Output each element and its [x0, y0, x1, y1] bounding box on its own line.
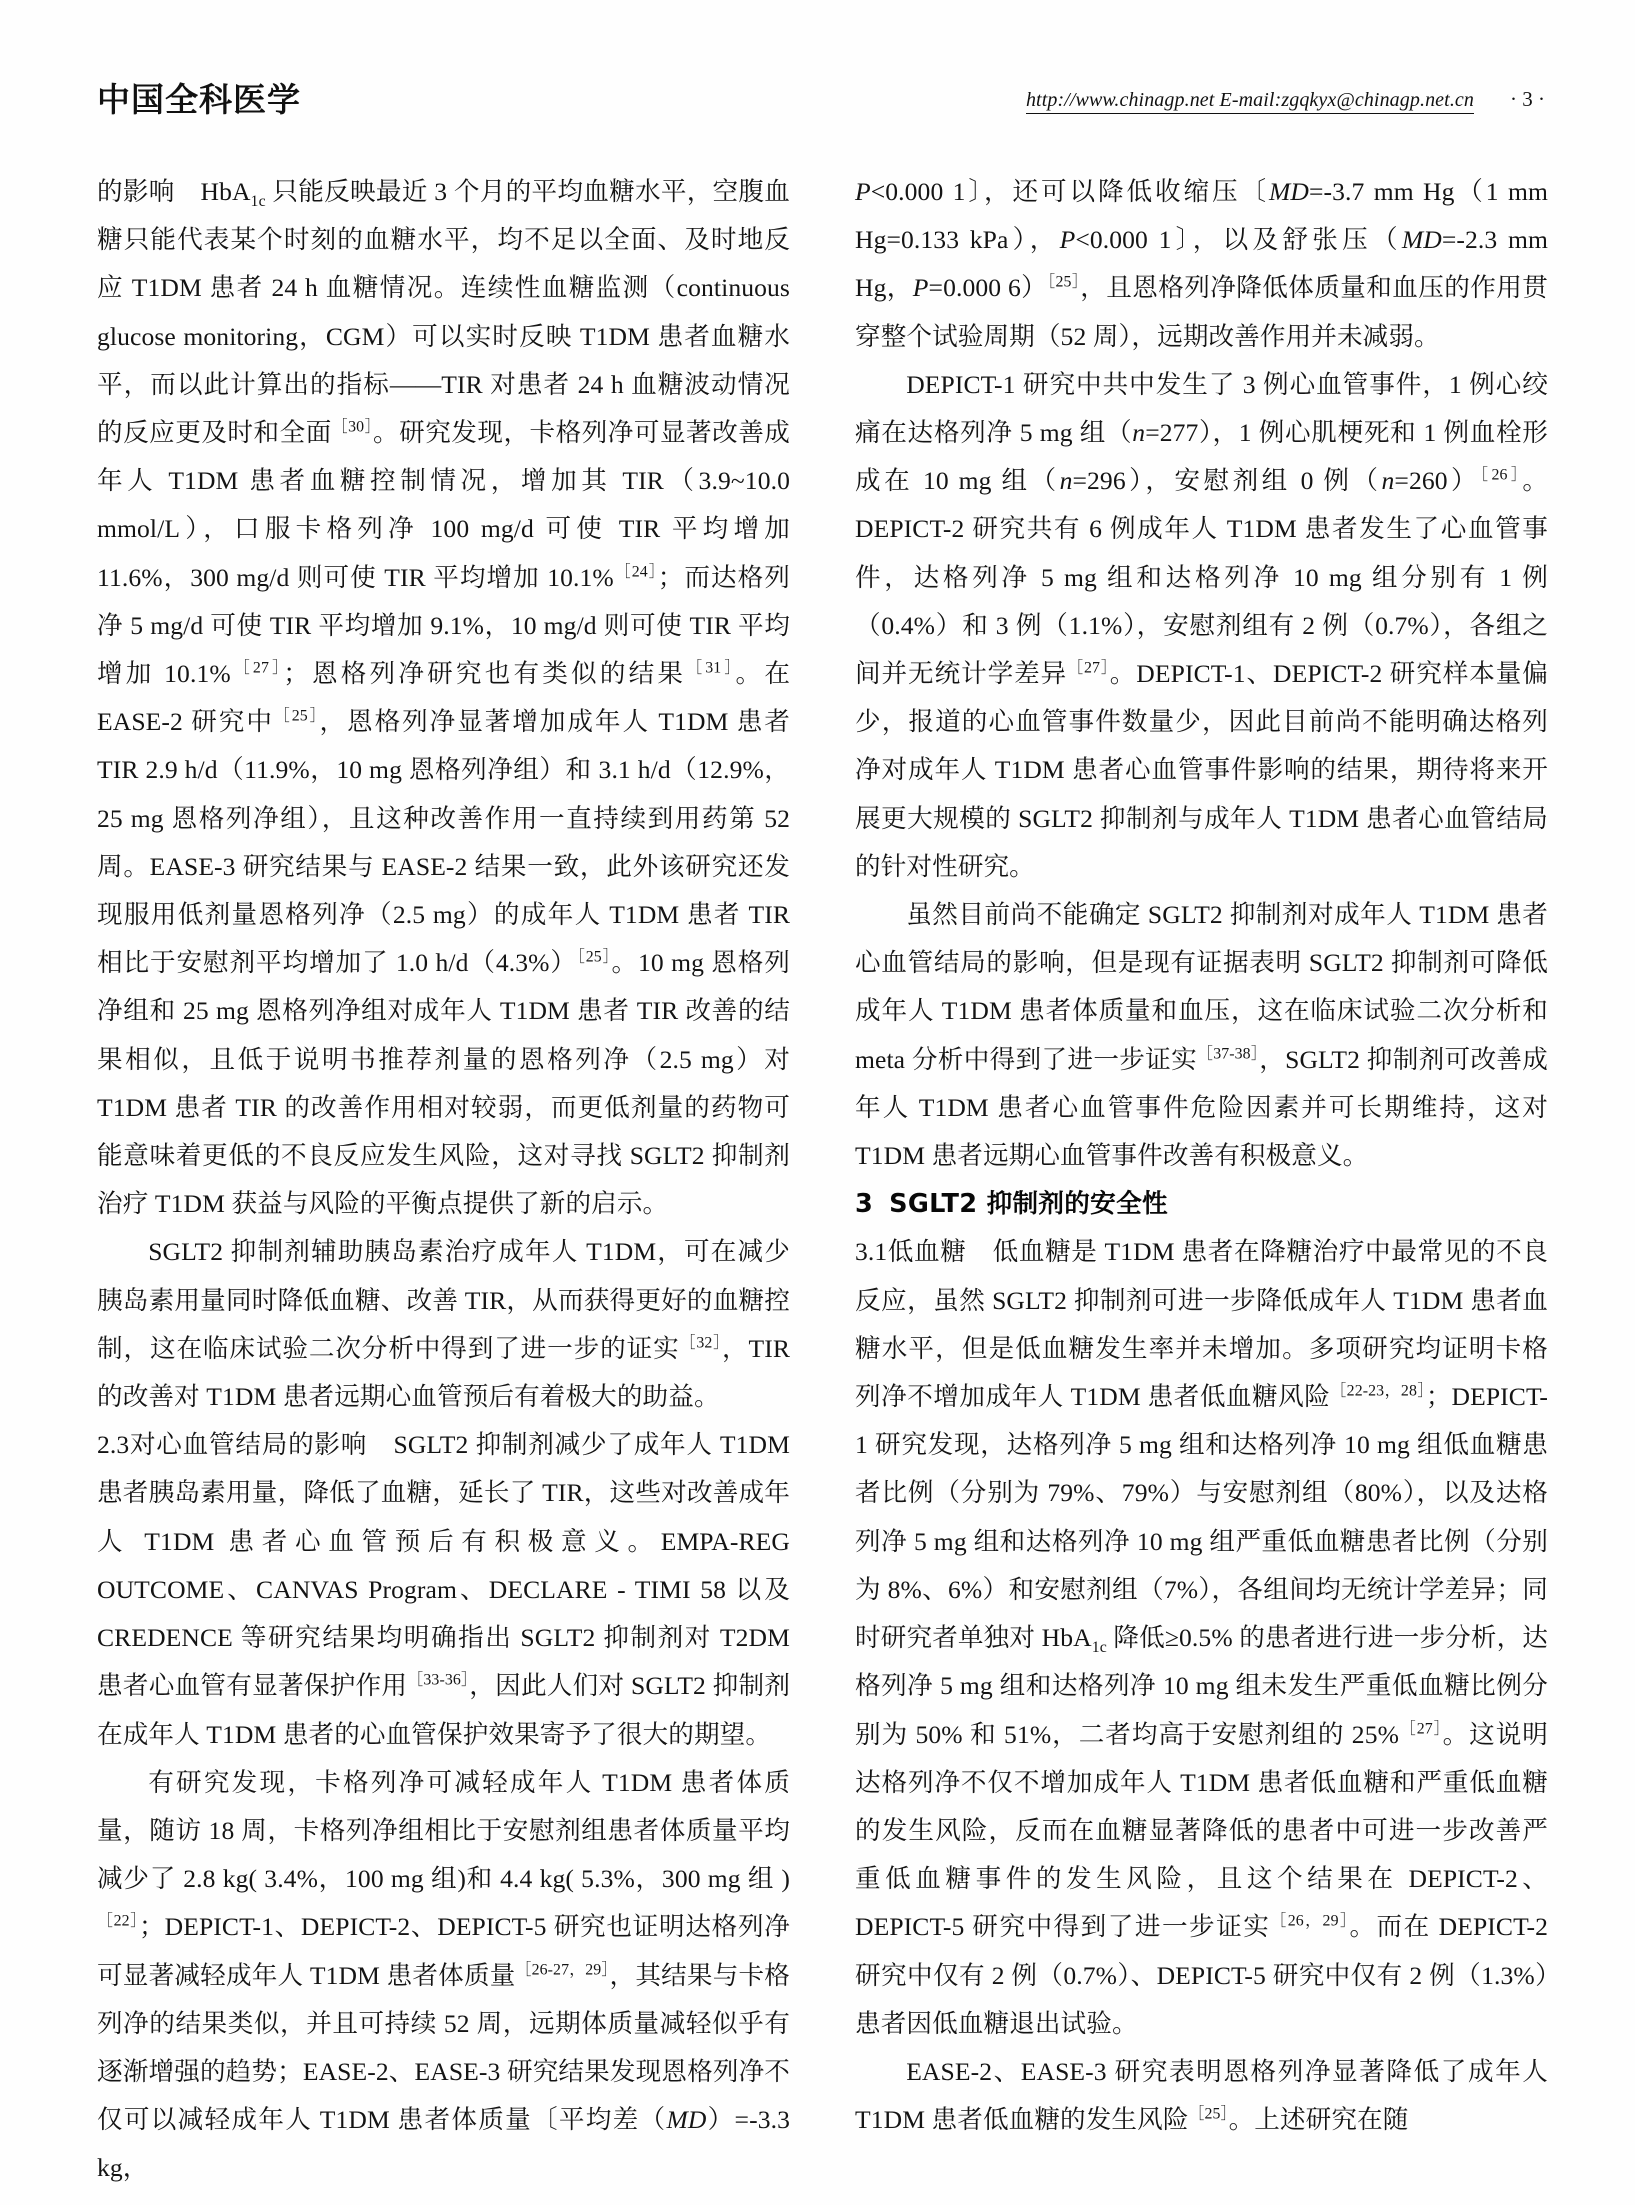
paragraph-text: 有研究发现，卡格列净可减轻成年人 T1DM 患者体质量，随访 18 周，卡格列净组相比于安慰剂组患者体质量平均减少了 2.8 kg( 3.4%，100 mg 组)和 4.4 kg( 5.3%，300 mg 组 )$^{[22]}$；DEPICT-1、DEPICT-2、DEPICT-5 研究也证明达格列净可显著减轻成年人 T1DM 患者体质量$^{[26-27,29]}$，其结果与卡格列净的结果类似，并且可持续 52 周，远期体质量减轻似乎有逐渐增强的趋势；EASE-2、EASE-3 研究结果发现恩格列净不仅可以减轻成年人 T1DM 患者体质量〔平均差（MD）=-3.3 kg， [97, 1767, 790, 2183]
paragraph-body-weight [97, 1759, 790, 2193]
paragraph-text: 虽然目前尚不能确定 SGLT2 抑制剂对成年人 T1DM 患者心血管结局的影响，但是现有证据表明 SGLT2 抑制剂可降低成年人 T1DM 患者体质量和血压，这在临床试验二次分析和 meta 分析中得到了进一步证实$^{[37-38]}$，SGLT2 抑制剂可改善成年人 T1DM 患者心血管事件危险因素并可长期维持，这对 T1DM 患者远期心血管事件改善有积极意义。 [855, 900, 1548, 1171]
journal-url-email: http://www.chinagp.net E-mail:zgqkyx@chinagp.net.cn [1026, 89, 1474, 114]
section-2-3-cardiovascular [97, 1421, 790, 1758]
section-number: 2.3 [97, 1430, 130, 1460]
paragraph-sglt2-insulin [97, 1228, 790, 1421]
paragraph-text: EASE-2、EASE-3 研究表明恩格列净显著降低了成年人 T1DM 患者低血糖的发生风险$^{[25]}$。上述研究在随 [855, 2056, 1548, 2135]
section-title: 对心血管结局的影响 [129, 1430, 368, 1460]
paragraph-text: 的影响 HbA$_{1c}$ 只能反映最近 3 个月的平均血糖水平，空腹血糖只能代表某个时刻的血糖水平，均不足以全面、及时地反应 T1DM 患者 24 h 血糖情况。连续性血糖监测（continuous glucose monitoring，CGM）可以实时反映 T1DM 患者血糖水平，而以此计算出的指标——TIR 对患者 24 h 血糖波动情况的反应更及时和全面$^{[30]}$。研究发现，卡格列净可显著改善成年人 T1DM 患者血糖控制情况，增加其 TIR（3.9~10.0 mmol/L），口服卡格列净 100 mg/d 可使 TIR 平均增加 11.6%，300 mg/d 则可使 TIR 平均增加 10.1%$^{[24]}$；而达格列净 5 mg/d 可使 TIR 平均增加 9.1%，10 mg/d 则可使 TIR 平均增加 10.1%$^{[27]}$；恩格列净研究也有类似的结果$^{[31]}$。在 EASE-2 研究中$^{[25]}$，恩格列净显著增加成年人 T1DM 患者 TIR 2.9 h/d（11.9%，10 mg 恩格列净组）和 3.1 h/d（12.9%，25 mg 恩格列净组），且这种改善作用一直持续到用药第 52 周。EASE-3 研究结果与 EASE-2 结果一致，此外该研究还发现服用低剂量恩格列净（2.5 mg）的成年人 T1DM 患者 TIR 相比于安慰剂平均增加了 1.0 $h/d(4.3\%)^{[25]}$。10 mg 恩格列净组和 25 mg 恩格列净组对成年人 T1DM 患者 TIR 改善的结果相似，且低于说明书推荐剂量的恩格列净（2.5 mg）对 T1DM 患者 TIR 的改善作用相对较弱，而更低剂量的药物可能意味着更低的不良反应发生风险，这对寻找 SGLT2 抑制剂治疗 T1DM 获益与风险的平衡点提供了新的启示。 [97, 177, 791, 1219]
page-number: · 3 · [1510, 87, 1545, 111]
left-column [97, 168, 790, 2193]
body-columns [97, 168, 1549, 2193]
section-title: 低血糖 [887, 1237, 967, 1267]
paragraph-text: SGLT2 抑制剂减少了成年人 T1DM 患者胰岛素用量，降低了血糖，延长了 TIR，这些对改善成年人 T1DM 患者心血管预后有积极意义。EMPA-REG OUTCOME、CANVAS Program、DECLARE - TIMI 58 以及 CREDENCE 等研究结果均明确指出 SGLT2 抑制剂对 T2DM 患者心血管有显著保护作用$^{[33-36]}$，因此人们对 SGLT2 抑制剂在成年人 T1DM 患者的心血管保护效果寄予了很大的期望。 [97, 1430, 791, 1749]
paragraph-cv-evidence [855, 891, 1548, 1180]
paragraph-text: DEPICT-1 研究中共中发生了 3 例心血管事件，1 例心绞痛在达格列净 5 mg 组（n=277），1 例心肌梗死和 1 例血栓形成在 10 mg 组（n=296），安慰剂组 0 例（n=260）$^{[26]}$。DEPICT-2 研究共有 6 例成年人 T1DM 患者发生了心血管事件，达格列净 5 mg 组和达格列净 10 mg 组分别有 1 例（0.4%）和 3 例（1.1%），安慰剂组有 2 例（0.7%），各组之间并无统计学差异$^{[27]}$。DEPICT-1、DEPICT-2 研究样本量偏少，报道的心血管事件数量少，因此目前尚不能明确达格列净对成年人 T1DM 患者心血管事件影响的结果，期待将来开展更大规模的 SGLT2 抑制剂与成年人 T1DM 患者心血管结局的针对性研究。 [855, 369, 1549, 881]
section-title: SGLT2 抑制剂的安全性 [889, 1189, 1168, 1220]
running-head-right [1026, 87, 1545, 118]
section-number: 3 [855, 1189, 874, 1220]
section-number: 3.1 [855, 1237, 888, 1267]
paragraph-text: P<0.000 1〕，还可以降低收缩压〔MD=-3.7 mm Hg（1 mm Hg=0.133 kPa），P<0.000 1〕，以及舒张压（MD=-2.3 mm Hg，P=0.000 6）$^{[25]}$，且恩格列净降低体质量和血压的作用贯穿整个试验周期（52 周），远期改善作用并未减弱。 [855, 177, 1548, 351]
section-3-1-hypoglycemia [855, 1228, 1548, 2047]
paragraph-depict-events [855, 361, 1548, 891]
journal-title: 中国全科医学 [97, 80, 301, 119]
running-head [97, 60, 1545, 118]
right-column [855, 168, 1548, 2193]
paragraph-ease-studies [855, 2048, 1548, 2144]
section-3-heading [855, 1180, 1548, 1228]
paragraph-blood-pressure [855, 168, 1548, 361]
paragraph-text: 低血糖是 T1DM 患者在降糖治疗中最常见的不良反应，虽然 SGLT2 抑制剂可进一步降低成年人 T1DM 患者血糖水平，但是低血糖发生率并未增加。多项研究均证明卡格列净不增加成年人 T1DM 患者低血糖风险$^{[22-23,28]}$；DEPICT-1 研究发现，达格列净 5 mg 组和达格列净 10 mg 组低血糖患者比例（分别为 79%、79%）与安慰剂组（80%），以及达格列净 5 mg 组和达格列净 10 mg 组严重低血糖患者比例（分别为 8%、6%）和安慰剂组（7%），各组间均无统计学差异；同时研究者单独对 HbA$_{1c}$ 降低≥0.5% 的患者进行进一步分析，达格列净 5 mg 组和达格列净 10 mg 组未发生严重低血糖比例分别为 50% 和 51%，二者均高于安慰剂组的 25%$^{[27]}$。这说明达格列净不仅不增加成年人 T1DM 患者低血糖和严重低血糖的发生风险，反而在血糖显著降低的患者中可进一步改善严重低血糖事件的发生风险，且这个结果在 DEPICT-2、DEPICT-5 研究中得到了进一步证实$^{[26,29]}$。而在 DEPICT-2 研究中仅有 2 例（0.7%）、DEPICT-5 研究中仅有 2 例（1.3%）患者因低血糖退出试验。 [855, 1237, 1549, 2038]
paragraph-hba1c-tir [97, 168, 790, 1228]
paragraph-text: SGLT2 抑制剂辅助胰岛素治疗成年人 T1DM，可在减少胰岛素用量同时降低血糖、改善 TIR，从而获得更好的血糖控制，这在临床试验二次分析中得到了进一步的证实$^{[32]}$，TIR 的改善对 T1DM 患者远期心血管预后有着极大的助益。 [97, 1237, 790, 1412]
